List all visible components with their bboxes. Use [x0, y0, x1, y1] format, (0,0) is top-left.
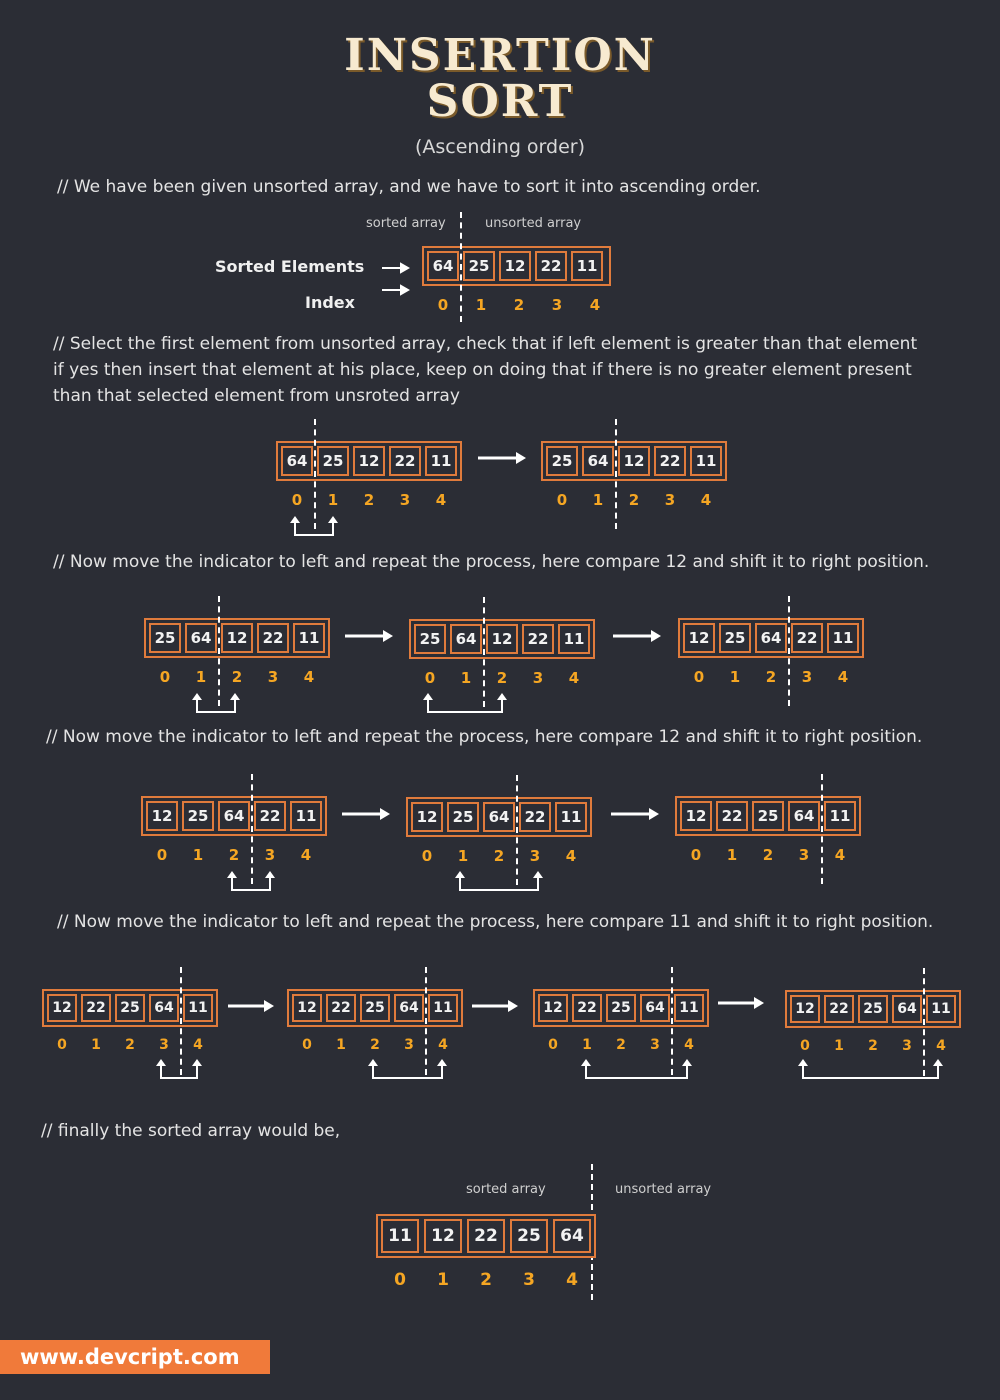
array-cell: 25 [115, 994, 145, 1022]
array-cell: 22 [326, 994, 356, 1022]
array-cell: 64 [185, 623, 217, 653]
array-cell: 22 [257, 623, 289, 653]
index-label: 4 [837, 668, 849, 686]
index-label: 3 [801, 668, 813, 686]
index-label: 1 [726, 846, 738, 864]
array-cell: 22 [467, 1219, 505, 1253]
array-cell: 25 [858, 995, 888, 1023]
array-cell: 22 [389, 446, 421, 476]
array-cell: 25 [317, 446, 349, 476]
sorted-divider [251, 774, 253, 884]
array-box [533, 989, 709, 1027]
index-label: 0 [556, 491, 568, 509]
index-label: 3 [551, 296, 563, 314]
index-label: 3 [532, 669, 544, 687]
array-cell: 25 [447, 802, 479, 832]
array-cell: 25 [149, 623, 181, 653]
array-box [541, 441, 727, 481]
index-label: 0 [548, 1037, 558, 1053]
array-box [287, 989, 463, 1027]
step1-array-before [276, 441, 462, 509]
array-cell: 25 [546, 446, 578, 476]
array-cell: 11 [571, 251, 603, 281]
array-cell: 11 [690, 446, 722, 476]
array-cell: 64 [788, 801, 820, 831]
index-label: 2 [616, 1037, 626, 1053]
right-arrow-icon [342, 806, 394, 822]
index-label: 1 [327, 491, 339, 509]
array-cell: 11 [558, 624, 590, 654]
array-cell: 11 [555, 802, 587, 832]
index-label: 4 [565, 847, 577, 865]
index-label: 2 [363, 491, 375, 509]
right-arrow-icon [611, 806, 663, 822]
array-cell: 12 [683, 623, 715, 653]
index-label: 3 [902, 1038, 912, 1054]
index-label: 2 [228, 846, 240, 864]
array-cell: 64 [281, 446, 313, 476]
index-label: 3 [798, 846, 810, 864]
array-cell: 64 [149, 994, 179, 1022]
index-label: 0 [156, 846, 168, 864]
index-row [287, 1037, 463, 1053]
array-cell: 25 [414, 624, 446, 654]
index-label: Index [305, 293, 355, 312]
index-label: 3 [264, 846, 276, 864]
index-label: 1 [336, 1037, 346, 1053]
index-row [678, 668, 864, 686]
index-label: 3 [650, 1037, 660, 1053]
sorted-elements-label: Sorted Elements [215, 257, 365, 276]
swap-bracket-icon [191, 692, 241, 716]
index-label: 1 [192, 846, 204, 864]
arrow-icons [380, 258, 410, 298]
index-label: 3 [399, 491, 411, 509]
sorted-divider [314, 419, 316, 529]
footer-url[interactable]: www.devcript.com [0, 1340, 270, 1374]
swap-bracket-icon [797, 1058, 944, 1082]
array-box [42, 989, 218, 1027]
array-cell: 11 [926, 995, 956, 1023]
comment-step3: // Now move the indicator to left and repeat the process, here compare 12 and shift it to right position. [46, 727, 923, 747]
index-label: 2 [496, 669, 508, 687]
array-cell: 64 [640, 994, 670, 1022]
index-label: 4 [303, 668, 315, 686]
step2-array-c [678, 618, 864, 686]
index-label: 0 [291, 491, 303, 509]
index-label: 1 [457, 847, 469, 865]
intro-array [422, 246, 611, 314]
index-label: 2 [765, 668, 777, 686]
swap-bracket-icon [226, 870, 276, 894]
index-label: 0 [394, 1270, 406, 1290]
index-row [422, 296, 611, 314]
array-cell: 11 [425, 446, 457, 476]
right-arrow-icon [382, 264, 408, 294]
array-box [376, 1214, 596, 1258]
array-box [141, 796, 327, 836]
index-row [785, 1038, 961, 1054]
sorted-array-label: sorted array [366, 216, 446, 231]
array-cell: 11 [290, 801, 322, 831]
index-label: 0 [690, 846, 702, 864]
array-cell: 64 [892, 995, 922, 1023]
final-unsorted-label: unsorted array [615, 1182, 712, 1197]
index-label: 0 [57, 1037, 67, 1053]
array-cell: 22 [254, 801, 286, 831]
swap-bracket-icon [155, 1058, 203, 1082]
title-line1: INSERTION [344, 30, 656, 81]
index-label: 4 [438, 1037, 448, 1053]
index-label: 2 [480, 1270, 492, 1290]
right-arrow-icon [472, 998, 522, 1014]
array-cell: 25 [719, 623, 751, 653]
array-cell: 11 [824, 801, 856, 831]
array-box [675, 796, 861, 836]
index-label: 4 [435, 491, 447, 509]
step3-array-a [141, 796, 327, 864]
sorted-divider [218, 596, 220, 706]
step4-array-a [42, 989, 218, 1053]
array-cell: 12 [424, 1219, 462, 1253]
index-label: 2 [370, 1037, 380, 1053]
comment-intro: // We have been given unsorted array, and we have to sort it into ascending order. [57, 177, 761, 197]
index-row [144, 668, 330, 686]
array-cell: 12 [353, 446, 385, 476]
index-label: 4 [589, 296, 601, 314]
array-cell: 64 [582, 446, 614, 476]
array-box [678, 618, 864, 658]
array-cell: 64 [450, 624, 482, 654]
index-label: 1 [729, 668, 741, 686]
final-sorted-array [376, 1214, 596, 1290]
right-arrow-icon [718, 995, 768, 1011]
index-row [376, 1270, 596, 1290]
sorted-divider [615, 419, 617, 529]
index-label: 0 [800, 1038, 810, 1054]
array-box [406, 797, 592, 837]
index-label: 1 [582, 1037, 592, 1053]
index-label: 2 [628, 491, 640, 509]
array-cell: 12 [486, 624, 518, 654]
array-cell: 25 [463, 251, 495, 281]
index-label: 0 [437, 296, 449, 314]
index-row [406, 847, 592, 865]
comment-final: // finally the sorted array would be, [41, 1121, 341, 1141]
index-label: 3 [404, 1037, 414, 1053]
index-label: 4 [566, 1270, 578, 1290]
index-label: 3 [523, 1270, 535, 1290]
index-label: 2 [513, 296, 525, 314]
comment-step4: // Now move the indicator to left and repeat the process, here compare 11 and shift it to right position. [57, 912, 934, 932]
index-label: 0 [159, 668, 171, 686]
index-label: 2 [125, 1037, 135, 1053]
step4-array-b [287, 989, 463, 1053]
array-cell: 25 [510, 1219, 548, 1253]
array-cell: 25 [182, 801, 214, 831]
index-label: 1 [834, 1038, 844, 1054]
index-label: 3 [159, 1037, 169, 1053]
index-label: 3 [664, 491, 676, 509]
array-cell: 12 [499, 251, 531, 281]
array-cell: 12 [221, 623, 253, 653]
array-cell: 11 [428, 994, 458, 1022]
array-cell: 12 [618, 446, 650, 476]
index-label: 4 [300, 846, 312, 864]
swap-bracket-icon [289, 515, 339, 539]
swap-bracket-icon [367, 1058, 448, 1082]
sorted-divider [821, 774, 823, 884]
array-cell: 22 [572, 994, 602, 1022]
array-cell: 64 [755, 623, 787, 653]
index-label: 4 [684, 1037, 694, 1053]
array-cell: 12 [790, 995, 820, 1023]
array-cell: 22 [522, 624, 554, 654]
sorted-divider [516, 775, 518, 885]
right-arrow-icon [613, 628, 665, 644]
array-cell: 12 [146, 801, 178, 831]
array-cell: 11 [827, 623, 859, 653]
array-cell: 64 [394, 994, 424, 1022]
array-box [144, 618, 330, 658]
comment-step2: // Now move the indicator to left and repeat the process, here compare 12 and shift it to right position. [53, 552, 930, 572]
index-row [276, 491, 462, 509]
sorted-divider [483, 597, 485, 707]
step2-array-b [409, 619, 595, 687]
step1-array-after [541, 441, 727, 509]
final-sorted-label: sorted array [466, 1182, 546, 1197]
index-label: 2 [868, 1038, 878, 1054]
right-arrow-icon [345, 628, 397, 644]
step3-array-c [675, 796, 861, 864]
index-label: 4 [936, 1038, 946, 1054]
array-cell: 11 [183, 994, 213, 1022]
index-label: 2 [493, 847, 505, 865]
index-label: 2 [231, 668, 243, 686]
index-row [42, 1037, 218, 1053]
array-cell: 64 [218, 801, 250, 831]
array-cell: 12 [680, 801, 712, 831]
step2-array-a [144, 618, 330, 686]
comment-step1: // Select the first element from unsorted array, check that if left element is greater than that element if yes then insert that element at his place, keep on doing that if there is no greater element present than that selected element from unsroted array [53, 334, 918, 406]
array-cell: 25 [360, 994, 390, 1022]
swap-bracket-icon [454, 870, 544, 894]
swap-bracket-icon [580, 1058, 693, 1082]
array-cell: 64 [553, 1219, 591, 1253]
index-label: 1 [437, 1270, 449, 1290]
index-label: 1 [475, 296, 487, 314]
index-label: 3 [267, 668, 279, 686]
array-box [422, 246, 611, 286]
index-label: 1 [592, 491, 604, 509]
index-label: 0 [424, 669, 436, 687]
array-cell: 22 [791, 623, 823, 653]
array-cell: 12 [292, 994, 322, 1022]
index-label: 1 [195, 668, 207, 686]
array-cell: 11 [381, 1219, 419, 1253]
array-cell: 22 [535, 251, 567, 281]
array-cell: 11 [293, 623, 325, 653]
sorted-divider [788, 596, 790, 706]
intro-divider [460, 212, 462, 322]
array-box [409, 619, 595, 659]
index-label: 1 [91, 1037, 101, 1053]
array-cell: 25 [752, 801, 784, 831]
index-label: 4 [568, 669, 580, 687]
right-arrow-icon [228, 998, 278, 1014]
swap-bracket-icon [422, 692, 508, 716]
index-row [541, 491, 727, 509]
index-row [141, 846, 327, 864]
step3-array-b [406, 797, 592, 865]
array-cell: 11 [674, 994, 704, 1022]
array-box [785, 990, 961, 1028]
array-cell: 22 [519, 802, 551, 832]
index-label: 1 [460, 669, 472, 687]
index-label: 4 [193, 1037, 203, 1053]
array-cell: 25 [606, 994, 636, 1022]
step4-array-d [785, 990, 961, 1054]
array-cell: 12 [538, 994, 568, 1022]
index-row [409, 669, 595, 687]
index-row [675, 846, 861, 864]
array-cell: 22 [654, 446, 686, 476]
array-cell: 12 [47, 994, 77, 1022]
index-label: 0 [421, 847, 433, 865]
index-label: 0 [302, 1037, 312, 1053]
index-label: 4 [834, 846, 846, 864]
array-box [276, 441, 462, 481]
index-label: 3 [529, 847, 541, 865]
step4-array-c [533, 989, 709, 1053]
index-row [533, 1037, 709, 1053]
array-cell: 12 [411, 802, 443, 832]
subtitle: (Ascending order) [414, 136, 586, 158]
right-arrow-icon [478, 450, 530, 466]
unsorted-array-label: unsorted array [485, 216, 582, 231]
array-cell: 22 [716, 801, 748, 831]
array-cell: 22 [81, 994, 111, 1022]
array-cell: 64 [483, 802, 515, 832]
index-label: 4 [700, 491, 712, 509]
index-label: 2 [762, 846, 774, 864]
array-cell: 64 [427, 251, 459, 281]
title-line2: SORT [426, 76, 574, 127]
array-cell: 22 [824, 995, 854, 1023]
index-label: 0 [693, 668, 705, 686]
